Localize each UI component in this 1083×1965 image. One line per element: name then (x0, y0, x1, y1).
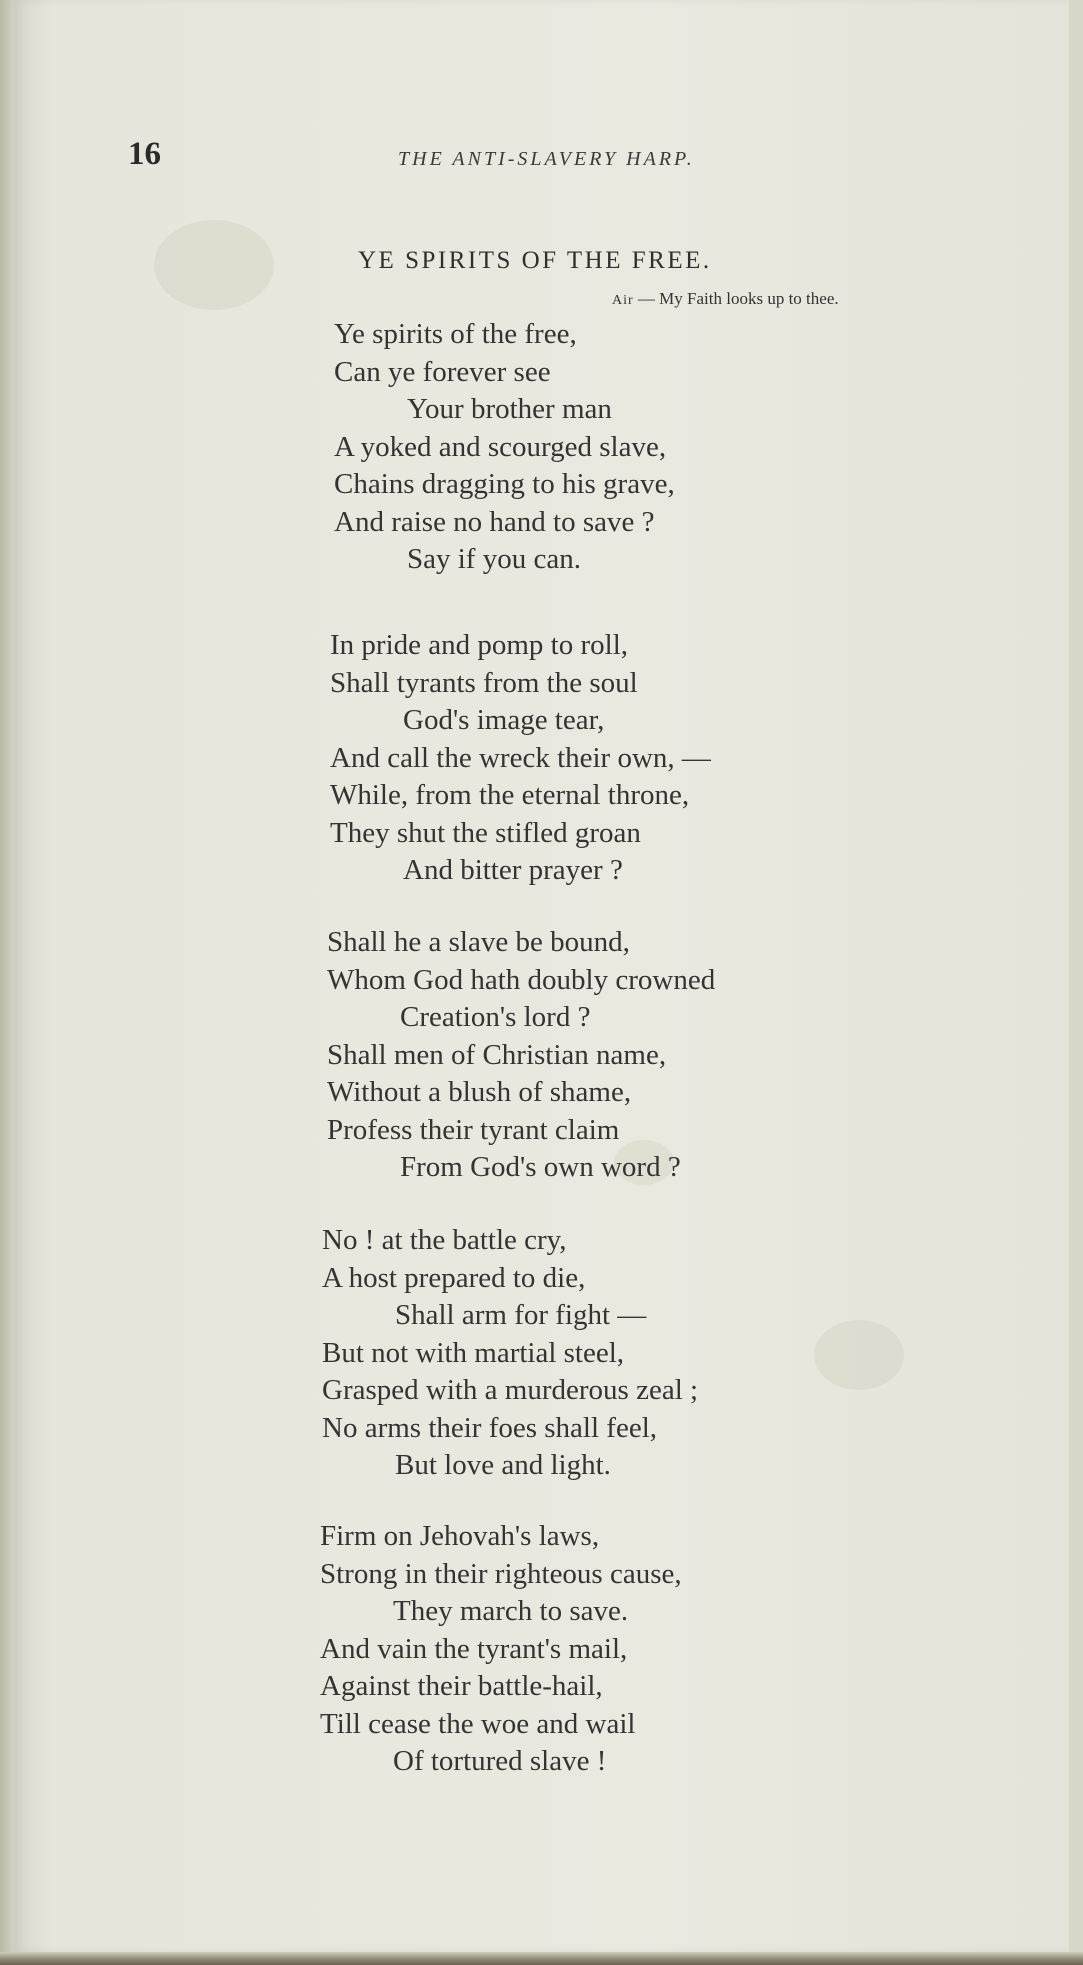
verse-line: They march to save. (393, 1595, 629, 1627)
verse-line: Chains dragging to his grave, (334, 468, 675, 500)
paper-stain (154, 220, 274, 310)
page-number: 16 (128, 136, 161, 172)
verse-line: Strong in their righteous cause, (320, 1557, 682, 1590)
verse-line: Without a blush of shame, (327, 1076, 632, 1108)
stanza-2 (330, 627, 711, 890)
verse-line: From God's own word ? (400, 1151, 681, 1183)
verse-line: No arms their foes shall feel, (322, 1411, 658, 1444)
page-bottom-edge (0, 1952, 1083, 1965)
verse-line: Shall tyrants from the soul (330, 666, 638, 699)
verse-line: Say if you can. (407, 543, 581, 575)
verse-line: And raise no hand to save ? (334, 505, 655, 538)
verse-line: And call the wreck their own, — (330, 741, 711, 774)
stanza-1 (334, 316, 675, 579)
verse-line: Ye spirits of the free, (334, 318, 577, 350)
verse-line: Creation's lord ? (400, 1001, 591, 1033)
verse-line: A host prepared to die, (322, 1261, 586, 1294)
verse-line: Of tortured slave ! (393, 1745, 607, 1777)
verse-line: While, from the eternal throne, (330, 779, 690, 811)
verse-line: Whom God hath doubly crowned (327, 963, 716, 996)
verse-line: But not with martial steel, (322, 1336, 625, 1369)
air-tune: My Faith looks up to thee. (659, 289, 839, 308)
stanza-4 (322, 1222, 698, 1485)
air-label: Air (612, 293, 634, 308)
verse-line: God's image tear, (403, 704, 605, 736)
verse-line: Can ye forever see (334, 355, 551, 388)
verse-line: Profess their tyrant claim (327, 1113, 620, 1146)
verse-line: Shall he a slave be bound, (327, 926, 630, 958)
verse-line: And bitter prayer ? (403, 854, 623, 886)
paper-stain (814, 1320, 904, 1390)
air-note: Air — My Faith looks up to thee. (612, 289, 839, 308)
poem-title: YE SPIRITS OF THE FREE. (358, 247, 712, 274)
verse-line: In pride and pomp to roll, (330, 629, 629, 661)
verse-line: But love and light. (395, 1449, 611, 1481)
page-binding-edge (0, 0, 14, 1965)
stanza-3 (327, 924, 715, 1187)
verse-line: Till cease the woe and wail (320, 1707, 636, 1740)
verse-line: They shut the stifled groan (330, 816, 641, 849)
verse-line: Grasped with a murderous zeal ; (322, 1374, 699, 1406)
verse-line: Shall arm for fight — (395, 1299, 647, 1331)
verse-line: And vain the tyrant's mail, (320, 1632, 628, 1665)
verse-line: No ! at the battle cry, (322, 1224, 567, 1256)
verse-line: A yoked and scourged slave, (334, 430, 667, 463)
verse-line: Your brother man (407, 393, 612, 425)
running-head: THE ANTI-SLAVERY HARP. (398, 148, 695, 170)
verse-line: Shall men of Christian name, (327, 1038, 667, 1071)
verse-line: Firm on Jehovah's laws, (320, 1520, 600, 1552)
stanza-5 (320, 1518, 682, 1781)
verse-line: Against their battle-hail, (320, 1670, 603, 1702)
